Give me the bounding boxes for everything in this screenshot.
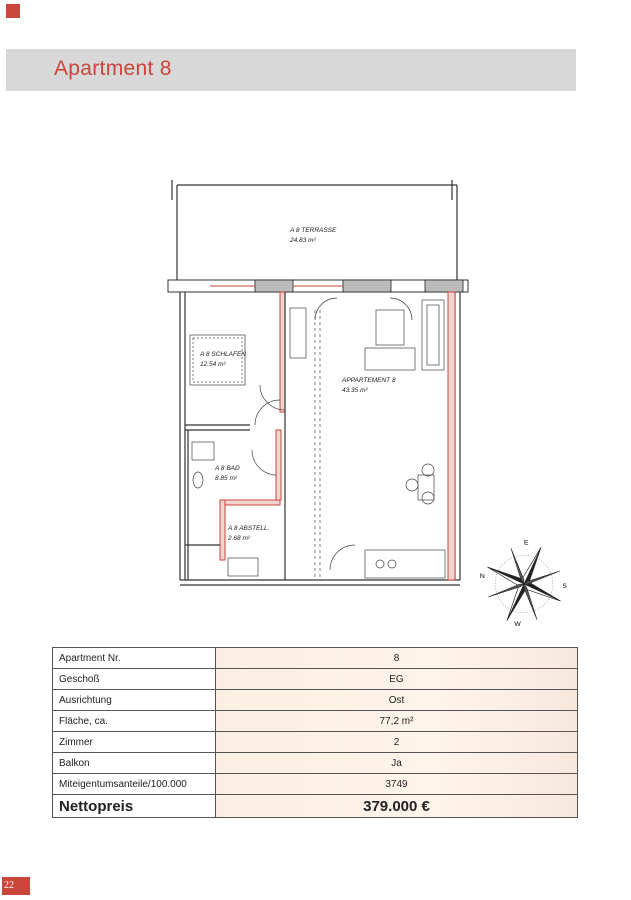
price-row bbox=[53, 795, 578, 818]
row-label: Ausrichtung bbox=[53, 690, 216, 711]
row-value: EG bbox=[216, 669, 578, 690]
table-row bbox=[53, 648, 578, 669]
compass-n: N bbox=[479, 573, 485, 581]
page-number: 22 bbox=[2, 877, 30, 895]
table-row bbox=[53, 669, 578, 690]
row-value: 77,2 m² bbox=[216, 711, 578, 732]
apartment-info-table bbox=[52, 647, 578, 818]
compass-w: W bbox=[514, 621, 521, 629]
row-value: 3749 bbox=[216, 774, 578, 795]
room-area-schlafen: 12.54 m² bbox=[200, 361, 226, 368]
room-area-abstell: 2.68 m² bbox=[228, 535, 251, 542]
row-label: Zimmer bbox=[53, 732, 216, 753]
compass-rose-icon bbox=[476, 536, 572, 632]
room-label-terrace: A 8 TERRASSE bbox=[290, 227, 337, 234]
page-title: Apartment 8 bbox=[54, 57, 172, 80]
compass-s: S bbox=[562, 582, 567, 590]
row-value: 8 bbox=[216, 648, 578, 669]
row-label: Apartment Nr. bbox=[53, 648, 216, 669]
table-row bbox=[53, 711, 578, 732]
row-value: 2 bbox=[216, 732, 578, 753]
room-area-terrace: 24.83 m² bbox=[290, 237, 316, 244]
price-label: Nettopreis bbox=[53, 795, 216, 818]
price-value: 379.000 € bbox=[216, 795, 578, 818]
room-label-bad: A 8 BAD bbox=[215, 465, 240, 472]
row-label: Miteigentumsanteile/100.000 bbox=[53, 774, 216, 795]
room-area-bad: 8.85 m² bbox=[215, 475, 238, 482]
floor-plan bbox=[160, 180, 480, 600]
room-label-appartement: APPARTEMENT 8 bbox=[342, 377, 396, 384]
row-value: Ost bbox=[216, 690, 578, 711]
room-label-schlafen: A 8 SCHLAFEN bbox=[200, 351, 246, 358]
row-value: Ja bbox=[216, 753, 578, 774]
row-label: Fläche, ca. bbox=[53, 711, 216, 732]
compass-e: E bbox=[524, 539, 529, 547]
table-row bbox=[53, 690, 578, 711]
row-label: Balkon bbox=[53, 753, 216, 774]
corner-marker bbox=[6, 4, 20, 18]
table-row bbox=[53, 753, 578, 774]
row-label: Geschoß bbox=[53, 669, 216, 690]
table-row bbox=[53, 774, 578, 795]
header-band bbox=[6, 49, 576, 91]
party-walls bbox=[220, 292, 455, 580]
table-row bbox=[53, 732, 578, 753]
room-area-appartement: 43.35 m² bbox=[342, 387, 368, 394]
room-label-abstell: A 8 ABSTELL. bbox=[228, 525, 270, 532]
facade-wall bbox=[168, 280, 468, 292]
